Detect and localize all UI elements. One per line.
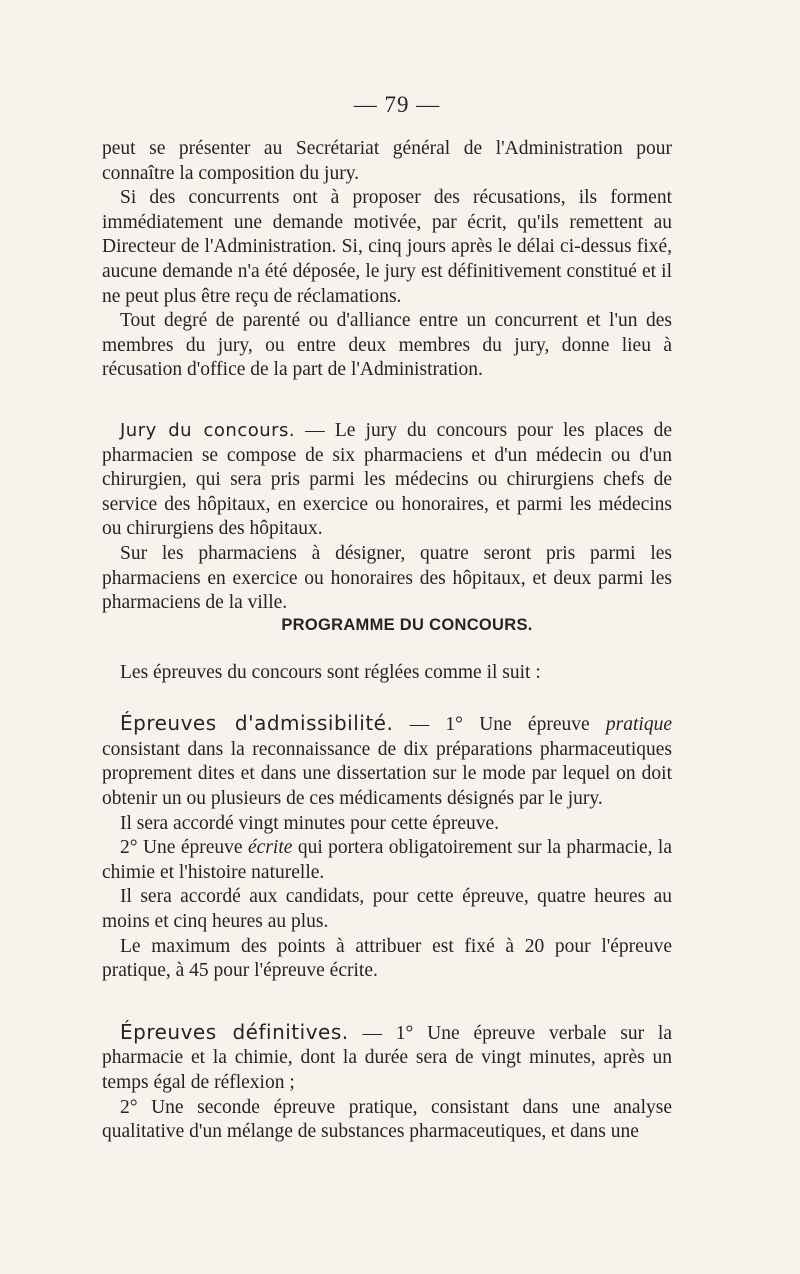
paragraph-jury-composition: peut se présenter au Secrétariat général de l'Administration pour connaître la composition du jury.	[102, 138, 672, 184]
jury-du-concours-heading: Jury du concours.	[120, 419, 296, 441]
jury-du-concours-text: — Le jury du concours pour les places de pharmacien se compose de six pharmaciens et d'un médecin ou d'un chirurgien, qui sera pris parmi les médecins ou chirurgiens chefs de service des hôpitaux, en exercice ou honoraires, et parmi les médecins ou chirurgiens des hôpitaux.	[102, 419, 673, 540]
paragraph-recusations: Si des concurrents ont à proposer des récusations, ils forment immédiatement une demande motivée, par écrit, qu'ils remettent au Directeur de l'Administration. Si, cinq jours après le délai ci-dessus fixé, aucune demande n'a été déposée, le jury est définitivement constitué et il ne peut plus être reçu de réclamations.	[102, 187, 672, 307]
ecrite-emphasis: écrite	[248, 837, 293, 859]
paragraph-epreuve-ecrite	[102, 836, 672, 885]
admissibilite-text-a: — 1° Une épreuve	[393, 714, 606, 736]
programme-heading: PROGRAMME DU CONCOURS.	[281, 615, 533, 634]
paragraph-pharmaciens-a-designer: Sur les pharmaciens à désigner, quatre seront pris parmi les pharmaciens en exercice ou honoraires des hôpitaux, et deux parmi les pharmaciens de la ville.	[102, 542, 672, 614]
paragraph-maximum-points: Le maximum des points à attribuer est fixé à 20 pour l'épreuve pratique, à 45 pour l'épreuve écrite.	[102, 935, 672, 982]
admissibilite-text-b: consistant dans la reconnaissance de dix préparations pharmaceutiques proprement dites et dans une dissertation sur le mode par lequel on doit obtenir un ou plusieurs de ces médicaments désignés par le jury.	[102, 738, 672, 810]
admissibilite-heading: Épreuves d'admissibilité.	[120, 711, 394, 736]
ecrite-text-a: 2° Une épreuve	[120, 837, 249, 859]
page-number: — 79 —	[353, 92, 441, 117]
paragraph-vingt-minutes: Il sera accordé vingt minutes pour cette épreuve.	[120, 812, 500, 834]
definitives-heading: Épreuves définitives.	[120, 1019, 349, 1044]
admissibilite-emphasis: pratique	[605, 714, 672, 736]
paragraph-parente: Tout degré de parenté ou d'alliance entre un concurrent et l'un des membres du jury, ou entre deux membres du jury, donne lieu à récusation d'office de la part de l'Administration.	[102, 310, 672, 381]
paragraph-quatre-heures: Il sera accordé aux candidats, pour cette épreuve, quatre heures au moins et cinq heures au plus.	[102, 886, 672, 933]
ecrite-text-b: qui portera obligatoirement sur la pharmacie, la chimie et l'histoire naturelle.	[102, 837, 672, 883]
paragraph-epreuves-admissibilite	[102, 711, 672, 811]
definitives-text: — 1° Une épreuve verbale sur la pharmacie et la chimie, dont la durée sera de vingt minutes, après un temps égal de réflexion ;	[102, 1022, 672, 1093]
paragraph-seconde-epreuve: 2° Une seconde épreuve pratique, consistant dans une analyse qualitative d'un mélange de substances pharmaceutiques, et dans une	[102, 1096, 672, 1143]
paragraph-jury-du-concours	[102, 419, 672, 542]
paragraph-epreuves-intro: Les épreuves du concours sont réglées comme il suit :	[120, 661, 541, 683]
paragraph-epreuves-definitives	[102, 1020, 672, 1096]
